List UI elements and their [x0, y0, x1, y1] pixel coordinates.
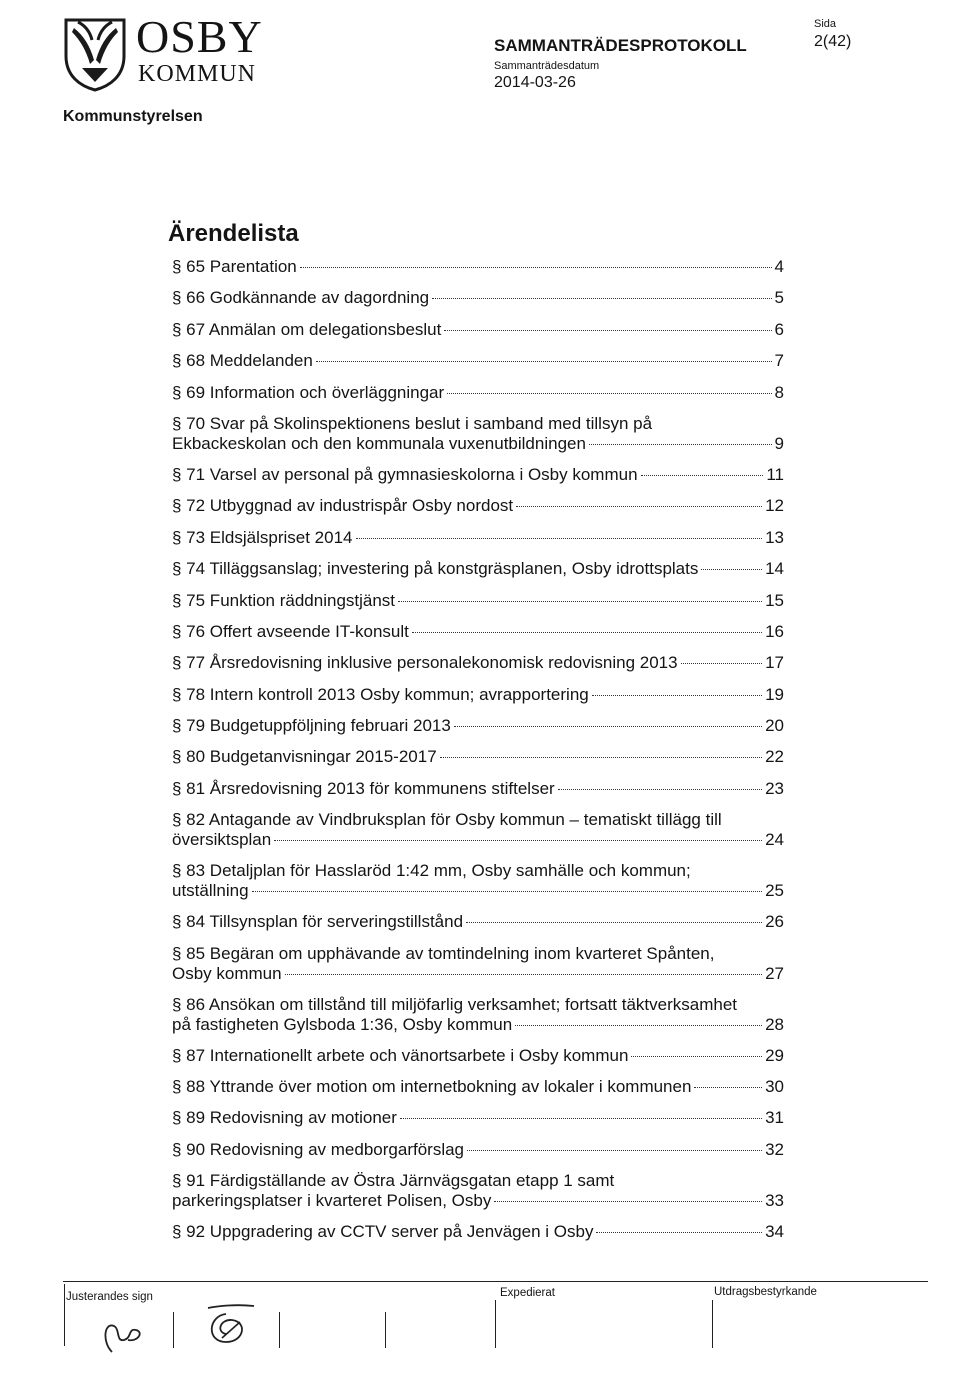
toc-item — [172, 943, 784, 985]
toc-item-title: § 89 Redovisning av motioner — [172, 1108, 397, 1128]
toc-item — [172, 1045, 784, 1067]
toc-item-page: 13 — [765, 527, 784, 547]
footer-utdragsbestyrkande-label: Utdragsbestyrkande — [714, 1286, 817, 1298]
toc-leader-dots — [356, 538, 763, 539]
toc-item-page: 15 — [765, 590, 784, 610]
toc-item — [172, 413, 784, 455]
toc-item-title: § 71 Varsel av personal på gymnasieskolorna i Osby kommun — [172, 464, 638, 484]
toc-item-page: 17 — [765, 653, 784, 673]
toc-item-title-continued: översiktsplan — [172, 830, 272, 850]
handwritten-initials-signature — [98, 1312, 152, 1356]
toc-item-page: 28 — [765, 1014, 784, 1034]
osby-coat-of-arms-icon — [60, 16, 130, 92]
toc-item-page: 14 — [765, 559, 784, 579]
toc-item-page: 19 — [765, 684, 784, 704]
toc-item-page: 7 — [774, 351, 784, 371]
toc-heading: Ärendelista — [168, 220, 299, 247]
toc-leader-dots — [454, 726, 762, 727]
toc-item-title: § 76 Offert avseende IT-konsult — [172, 621, 409, 641]
toc-item-title: § 74 Tilläggsanslag; investering på konstgräsplanen, Osby idrottsplats — [172, 559, 699, 579]
toc-item-title-continued: Ekbackeskolan och den kommunala vuxenutbildningen — [172, 433, 586, 453]
brand-subtitle: KOMMUN — [138, 61, 257, 87]
toc-item-page: 32 — [765, 1139, 784, 1159]
toc-item — [172, 860, 784, 902]
toc-item-title: § 92 Uppgradering av CCTV server på Jenvägen i Osby — [172, 1222, 594, 1242]
page-label: Sida — [814, 18, 837, 30]
toc-item-page: 22 — [765, 747, 784, 767]
toc-item-page: 12 — [765, 496, 784, 516]
toc-item-title: § 86 Ansökan om tillstånd till miljöfarlig verksamhet; fortsatt täktverksamhet — [172, 994, 738, 1014]
toc-item-title: § 72 Utbyggnad av industrispår Osby nordost — [172, 496, 514, 516]
toc-item-title: § 77 Årsredovisning inklusive personalekonomisk redovisning 2013 — [172, 653, 678, 673]
toc-item-title: § 67 Anmälan om delegationsbeslut — [172, 319, 442, 339]
toc-item-title: § 66 Godkännande av dagordning — [172, 288, 430, 308]
handwritten-initials-signature — [196, 1300, 266, 1350]
toc-item — [172, 715, 784, 737]
toc-item — [172, 495, 784, 517]
toc-item — [172, 1139, 784, 1161]
toc-item-page: 26 — [765, 912, 784, 932]
toc-item-page: 31 — [765, 1108, 784, 1128]
toc-item-page: 6 — [774, 319, 784, 339]
toc-item-title: § 79 Budgetuppföljning februari 2013 — [172, 716, 451, 736]
toc-leader-dots — [681, 663, 763, 664]
toc-leader-dots — [274, 840, 762, 841]
footer-divider — [63, 1281, 928, 1282]
toc-item — [172, 1170, 784, 1212]
toc-item-page: 30 — [765, 1077, 784, 1097]
toc-leader-dots — [515, 1025, 762, 1026]
toc-leader-dots — [694, 1087, 762, 1088]
footer-column-line — [385, 1312, 386, 1348]
toc-item-page: 5 — [774, 288, 784, 308]
toc-item — [172, 590, 784, 612]
toc-leader-dots — [516, 506, 762, 507]
toc-item-page: 16 — [765, 621, 784, 641]
toc-item-title: § 78 Intern kontroll 2013 Osby kommun; avrapportering — [172, 684, 589, 704]
toc-item-title: § 70 Svar på Skolinspektionens beslut i samband med tillsyn på — [172, 413, 653, 433]
toc-item-title-continued: på fastigheten Gylsboda 1:36, Osby kommun — [172, 1014, 513, 1034]
toc-leader-dots — [252, 891, 763, 892]
toc-item — [172, 684, 784, 706]
toc-list — [172, 256, 784, 1253]
toc-item-title: § 87 Internationellt arbete och vänortsarbete i Osby kommun — [172, 1045, 629, 1065]
toc-item-page: 27 — [765, 963, 784, 983]
meeting-date-label: Sammanträdesdatum — [494, 60, 600, 72]
toc-leader-dots — [596, 1232, 762, 1233]
page-number: 2(42) — [814, 33, 852, 50]
toc-leader-dots — [558, 789, 762, 790]
toc-item-page: 8 — [774, 382, 784, 402]
toc-item-title: § 73 Eldsjälspriset 2014 — [172, 527, 353, 547]
toc-item-title-continued: parkeringsplatser i kvarteret Polisen, Osby — [172, 1191, 492, 1211]
toc-item-title: § 80 Budgetanvisningar 2015-2017 — [172, 747, 437, 767]
toc-item — [172, 464, 784, 486]
toc-item — [172, 1221, 784, 1243]
footer-column-line — [495, 1300, 496, 1348]
footer-column-line — [279, 1312, 280, 1348]
toc-item-page: 9 — [774, 433, 784, 453]
toc-item-title: § 90 Redovisning av medborgarförslag — [172, 1139, 465, 1159]
toc-item-page: 24 — [765, 830, 784, 850]
toc-item-title: § 82 Antagande av Vindbruksplan för Osby kommun – tematiskt tillägg till — [172, 810, 722, 830]
footer-column-line — [173, 1312, 174, 1348]
toc-leader-dots — [631, 1056, 762, 1057]
footer-justerandes-sign-label: Justerandes sign — [66, 1291, 153, 1303]
toc-item-page: 23 — [765, 778, 784, 798]
toc-leader-dots — [444, 330, 771, 331]
toc-item-page: 20 — [765, 716, 784, 736]
toc-item-title: § 68 Meddelanden — [172, 351, 313, 371]
toc-item-page: 29 — [765, 1045, 784, 1065]
toc-item-title: § 84 Tillsynsplan för serveringstillstånd — [172, 912, 464, 932]
toc-item — [172, 256, 784, 278]
toc-item — [172, 558, 784, 580]
toc-item — [172, 746, 784, 768]
footer-column-line — [64, 1284, 65, 1346]
toc-item-title-continued: utställning — [172, 881, 249, 901]
toc-item — [172, 809, 784, 851]
toc-item — [172, 319, 784, 341]
toc-leader-dots — [440, 757, 762, 758]
toc-leader-dots — [589, 444, 772, 445]
toc-item — [172, 652, 784, 674]
toc-leader-dots — [701, 569, 762, 570]
toc-leader-dots — [316, 361, 772, 362]
toc-item-title-continued: Osby kommun — [172, 963, 282, 983]
toc-item-title: § 88 Yttrande över motion om internetbokning av lokaler i kommunen — [172, 1077, 692, 1097]
toc-item-page: 11 — [766, 464, 784, 484]
toc-leader-dots — [641, 475, 764, 476]
toc-item-page: 33 — [765, 1191, 784, 1211]
toc-item-page: 34 — [765, 1222, 784, 1242]
toc-leader-dots — [398, 601, 762, 602]
toc-item-title: § 69 Information och överläggningar — [172, 382, 445, 402]
toc-leader-dots — [592, 695, 762, 696]
footer-expedierat-label: Expedierat — [500, 1287, 555, 1299]
toc-leader-dots — [467, 1150, 762, 1151]
toc-item-title: § 81 Årsredovisning 2013 för kommunens stiftelser — [172, 778, 555, 798]
toc-item-title: § 65 Parentation — [172, 257, 297, 276]
meeting-date-value: 2014-03-26 — [494, 74, 576, 91]
toc-item — [172, 1107, 784, 1129]
toc-item-title: § 91 Färdigställande av Östra Järnvägsgatan etapp 1 samt — [172, 1171, 615, 1191]
toc-leader-dots — [432, 298, 771, 299]
toc-leader-dots — [447, 393, 771, 394]
toc-leader-dots — [400, 1118, 762, 1119]
brand-name: OSBY — [136, 11, 263, 62]
toc-leader-dots — [300, 267, 772, 268]
toc-item — [172, 527, 784, 549]
toc-item-page: 25 — [765, 881, 784, 901]
board-name: Kommunstyrelsen — [63, 108, 203, 125]
toc-item — [172, 382, 784, 404]
toc-leader-dots — [494, 1201, 762, 1202]
toc-item — [172, 994, 784, 1036]
toc-item-title: § 75 Funktion räddningstjänst — [172, 590, 396, 610]
toc-leader-dots — [466, 922, 762, 923]
toc-leader-dots — [285, 974, 762, 975]
toc-item-page: 4 — [774, 257, 784, 276]
toc-item — [172, 911, 784, 933]
toc-item — [172, 350, 784, 372]
toc-item — [172, 1076, 784, 1098]
toc-item-title: § 83 Detaljplan för Hasslaröd 1:42 mm, Osby samhälle och kommun; — [172, 861, 691, 881]
footer-column-line — [712, 1300, 713, 1348]
toc-item — [172, 778, 784, 800]
toc-item — [172, 287, 784, 309]
document-title: SAMMANTRÄDESPROTOKOLL — [494, 36, 747, 55]
toc-item-title: § 85 Begäran om upphävande av tomtindelning inom kvarteret Spånten, — [172, 943, 715, 963]
toc-leader-dots — [412, 632, 762, 633]
toc-item — [172, 621, 784, 643]
